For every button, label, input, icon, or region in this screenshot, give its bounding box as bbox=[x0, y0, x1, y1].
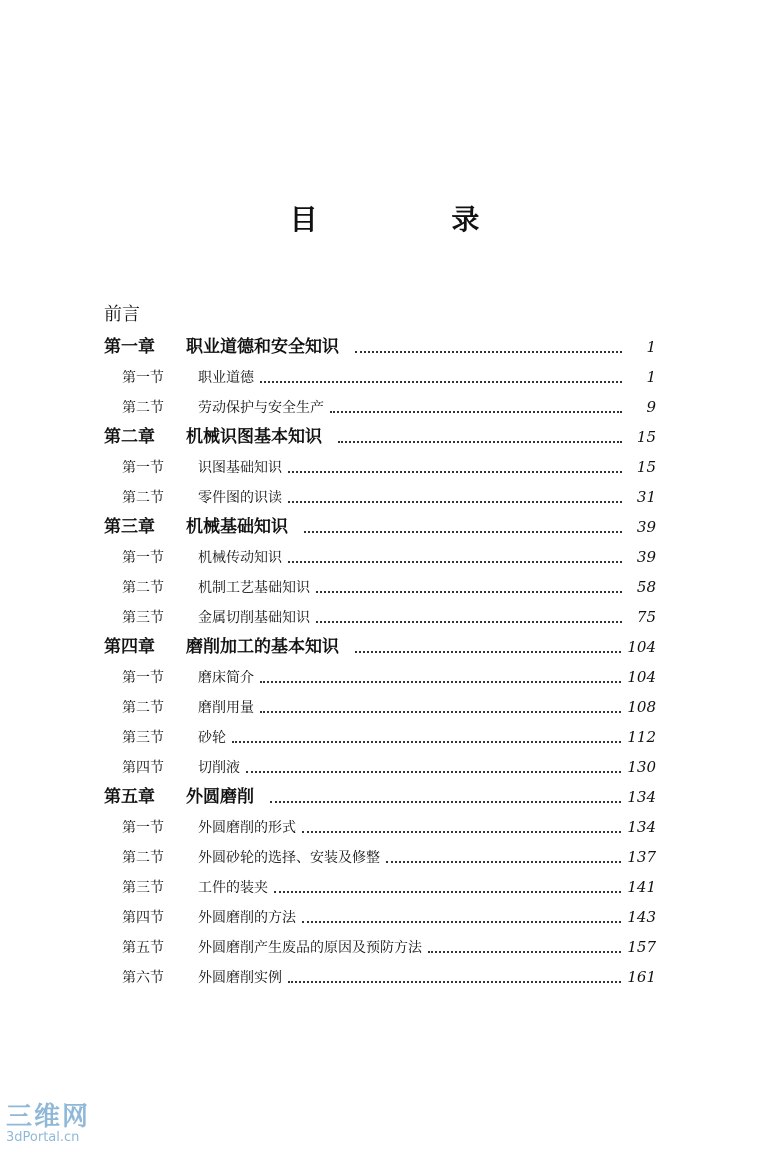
toc-entry-title: 机械识图基本知识 bbox=[186, 427, 322, 447]
toc-entry-title: 劳动保护与安全生产 bbox=[198, 400, 324, 416]
dot-leader bbox=[288, 501, 622, 503]
toc-page-number: 161 bbox=[627, 968, 656, 986]
dot-leader bbox=[330, 411, 622, 413]
toc-page-number: 143 bbox=[627, 908, 656, 926]
toc-page-number: 141 bbox=[627, 878, 656, 896]
toc-entry-title: 砂轮 bbox=[198, 730, 226, 746]
toc-entry-title: 金属切削基础知识 bbox=[198, 610, 310, 626]
dot-leader bbox=[316, 621, 622, 623]
dot-leader bbox=[338, 441, 622, 443]
toc-entry-title: 磨削用量 bbox=[198, 700, 254, 716]
toc-entry-title: 外圆磨削的形式 bbox=[198, 820, 296, 836]
watermark-url: 3dPortal.cn bbox=[6, 1130, 80, 1145]
toc-page-number: 9 bbox=[646, 398, 656, 416]
toc-entry-title: 切削液 bbox=[198, 760, 240, 776]
dot-leader bbox=[386, 861, 621, 863]
toc-chapter-row bbox=[104, 512, 656, 542]
toc-entry-title: 外圆砂轮的选择、安装及修整 bbox=[198, 850, 380, 866]
dot-leader bbox=[260, 381, 622, 383]
toc-page-number: 134 bbox=[627, 818, 656, 836]
toc-chapter-row bbox=[104, 782, 656, 812]
toc-entry-title: 职业道德 bbox=[198, 370, 254, 386]
toc-entry-label: 第一章 bbox=[104, 337, 155, 357]
dot-leader bbox=[260, 711, 621, 713]
toc-chapter-row bbox=[104, 332, 656, 362]
dot-leader bbox=[246, 771, 621, 773]
toc-entry-label: 第二节 bbox=[122, 580, 164, 596]
preface-entry: 前言 bbox=[104, 304, 140, 325]
toc-entry-label: 第一节 bbox=[122, 550, 164, 566]
toc-entry-label: 第四章 bbox=[104, 637, 155, 657]
toc-entry-label: 第一节 bbox=[122, 670, 164, 686]
toc-section-row bbox=[104, 452, 656, 482]
toc-entry-label: 第二节 bbox=[122, 490, 164, 506]
toc-section-row bbox=[104, 692, 656, 722]
toc-entry-label: 第一节 bbox=[122, 460, 164, 476]
toc-entry-title: 外圆磨削实例 bbox=[198, 970, 282, 986]
dot-leader bbox=[274, 891, 621, 893]
toc-page-number: 130 bbox=[627, 758, 656, 776]
toc-section-row bbox=[104, 932, 656, 962]
toc-page-number: 1 bbox=[646, 368, 656, 386]
toc-entry-label: 第三节 bbox=[122, 610, 164, 626]
table-of-contents bbox=[104, 332, 656, 992]
toc-section-row bbox=[104, 902, 656, 932]
dot-leader bbox=[302, 831, 621, 833]
toc-entry-title: 磨床简介 bbox=[198, 670, 254, 686]
toc-page-number: 112 bbox=[627, 728, 656, 746]
toc-section-row bbox=[104, 722, 656, 752]
dot-leader bbox=[288, 561, 622, 563]
toc-entry-label: 第三节 bbox=[122, 880, 164, 896]
toc-entry-title: 外圆磨削 bbox=[186, 787, 254, 807]
watermark-logo: 三维网 bbox=[6, 1102, 91, 1132]
toc-page-number: 39 bbox=[636, 518, 656, 536]
toc-section-row bbox=[104, 872, 656, 902]
toc-entry-label: 第二节 bbox=[122, 400, 164, 416]
toc-section-row bbox=[104, 602, 656, 632]
toc-entry-title: 零件图的识读 bbox=[198, 490, 282, 506]
dot-leader bbox=[232, 741, 621, 743]
dot-leader bbox=[260, 681, 621, 683]
toc-entry-title: 磨削加工的基本知识 bbox=[186, 637, 339, 657]
dot-leader bbox=[316, 591, 622, 593]
toc-entry-label: 第一节 bbox=[122, 370, 164, 386]
toc-page-number: 137 bbox=[627, 848, 656, 866]
toc-section-row bbox=[104, 542, 656, 572]
dot-leader bbox=[288, 471, 622, 473]
toc-entry-label: 第五节 bbox=[122, 940, 164, 956]
toc-section-row bbox=[104, 482, 656, 512]
toc-page-number: 31 bbox=[636, 488, 656, 506]
toc-section-row bbox=[104, 842, 656, 872]
toc-entry-label: 第一节 bbox=[122, 820, 164, 836]
dot-leader bbox=[288, 981, 621, 983]
dot-leader bbox=[355, 651, 621, 653]
watermark bbox=[6, 1104, 90, 1146]
toc-entry-title: 外圆磨削产生废品的原因及预防方法 bbox=[198, 940, 422, 956]
toc-entry-label: 第二节 bbox=[122, 850, 164, 866]
toc-entry-title: 机械基础知识 bbox=[186, 517, 288, 537]
toc-page-number: 104 bbox=[627, 668, 656, 686]
toc-page-number: 15 bbox=[636, 458, 656, 476]
toc-section-row bbox=[104, 812, 656, 842]
toc-page-number: 75 bbox=[636, 608, 656, 626]
toc-entry-title: 职业道德和安全知识 bbox=[186, 337, 339, 357]
toc-entry-label: 第六节 bbox=[122, 970, 164, 986]
toc-entry-title: 外圆磨削的方法 bbox=[198, 910, 296, 926]
toc-page-number: 104 bbox=[627, 638, 656, 656]
toc-entry-label: 第四节 bbox=[122, 760, 164, 776]
toc-page-number: 1 bbox=[646, 338, 656, 356]
page-title: 目 录 bbox=[289, 203, 542, 236]
dot-leader bbox=[355, 351, 622, 353]
toc-entry-title: 工件的装夹 bbox=[198, 880, 268, 896]
toc-entry-label: 第五章 bbox=[104, 787, 155, 807]
toc-entry-label: 第二节 bbox=[122, 700, 164, 716]
toc-entry-label: 第二章 bbox=[104, 427, 155, 447]
toc-page-number: 108 bbox=[627, 698, 656, 716]
toc-entry-label: 第三节 bbox=[122, 730, 164, 746]
toc-section-row bbox=[104, 962, 656, 992]
toc-chapter-row bbox=[104, 422, 656, 452]
toc-section-row bbox=[104, 752, 656, 782]
toc-page-number: 39 bbox=[636, 548, 656, 566]
toc-section-row bbox=[104, 662, 656, 692]
toc-section-row bbox=[104, 362, 656, 392]
toc-entry-title: 识图基础知识 bbox=[198, 460, 282, 476]
dot-leader bbox=[270, 801, 621, 803]
toc-entry-title: 机械传动知识 bbox=[198, 550, 282, 566]
toc-entry-title: 机制工艺基础知识 bbox=[198, 580, 310, 596]
toc-entry-label: 第三章 bbox=[104, 517, 155, 537]
toc-section-row bbox=[104, 392, 656, 422]
toc-page-number: 15 bbox=[636, 428, 656, 446]
dot-leader bbox=[302, 921, 621, 923]
toc-section-row bbox=[104, 572, 656, 602]
toc-chapter-row bbox=[104, 632, 656, 662]
toc-page-number: 134 bbox=[627, 788, 656, 806]
dot-leader bbox=[428, 951, 621, 953]
toc-page-number: 58 bbox=[636, 578, 656, 596]
toc-page-number: 157 bbox=[627, 938, 656, 956]
dot-leader bbox=[304, 531, 622, 533]
toc-entry-label: 第四节 bbox=[122, 910, 164, 926]
